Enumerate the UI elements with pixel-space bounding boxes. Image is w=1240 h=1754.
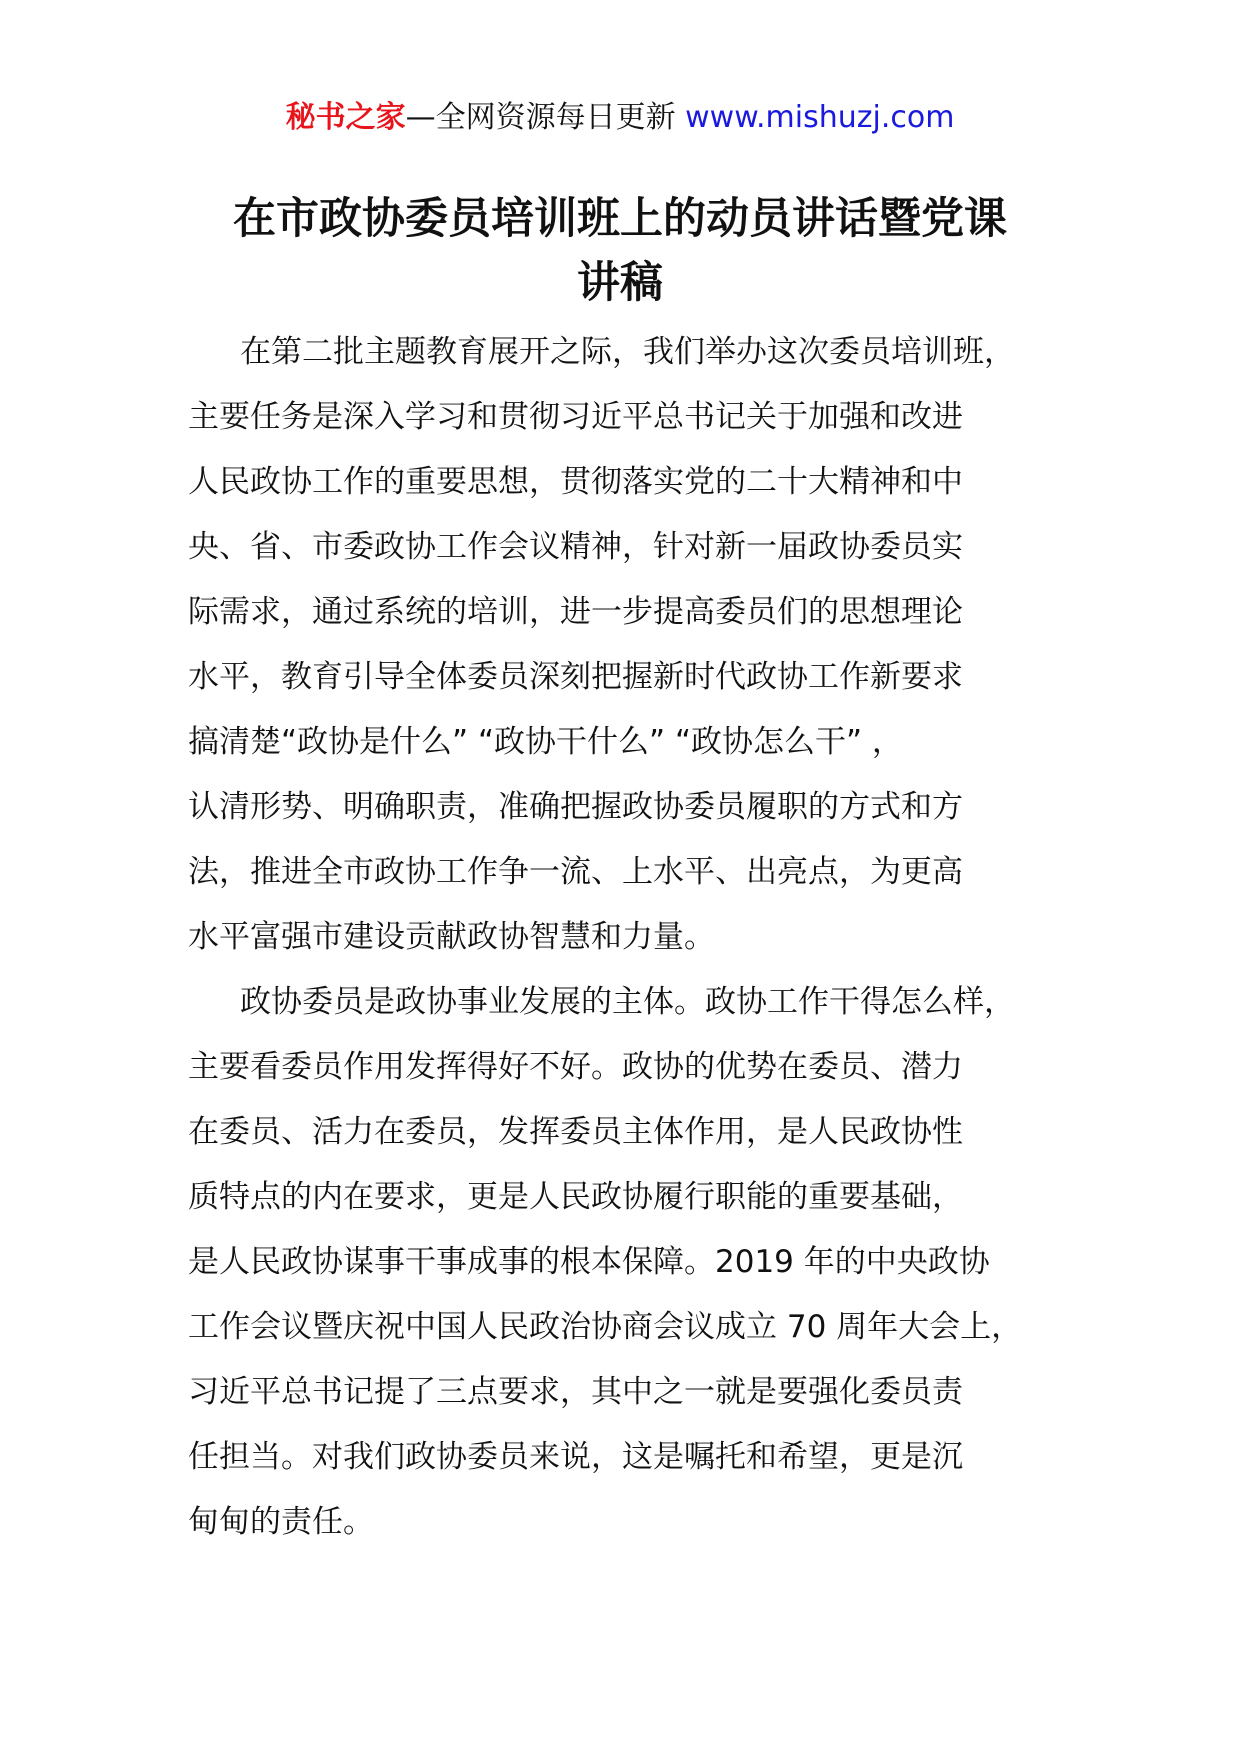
paragraph-line: 任担当。对我们政协委员来说，这是嘱托和希望，更是沉	[188, 1439, 963, 1475]
paragraph-line: 认清形势、明确职责，准确把握政协委员履职的方式和方	[188, 789, 963, 825]
site-header	[0, 98, 1240, 138]
paragraph-line: 搞清楚“政协是什么” “政协干什么” “政协怎么干” ，	[188, 724, 903, 760]
paragraph-line: 央、省、市委政协工作会议精神，针对新一届政协委员实	[188, 529, 963, 565]
document-title	[190, 187, 1050, 315]
title-line: 讲稿	[577, 257, 663, 308]
site-url-link[interactable]: www.mishuzj.com	[685, 100, 955, 135]
paragraph-line: 工作会议暨庆祝中国人民政治协商会议成立 70 周年大会上，	[188, 1309, 1023, 1345]
paragraph-line: 人民政协工作的重要思想，贯彻落实党的二十大精神和中	[188, 464, 963, 500]
title-line: 在市政协委员培训班上的动员讲话暨党课	[233, 193, 1007, 244]
paragraph-line: 在委员、活力在委员，发挥委员主体作用，是人民政协性	[188, 1114, 963, 1150]
brand-name: 秘书之家	[285, 100, 406, 135]
paragraph-line: 甸甸的责任。	[188, 1504, 374, 1540]
paragraph-line: 法，推进全市政协工作争一流、上水平、出亮点，为更高	[188, 854, 963, 890]
paragraph	[188, 320, 1068, 970]
document-body	[188, 320, 1068, 1555]
paragraph-line: 际需求，通过系统的培训，进一步提高委员们的思想理论	[188, 594, 963, 630]
paragraph-line: 主要看委员作用发挥得好不好。政协的优势在委员、潜力	[188, 1049, 963, 1085]
paragraph-line: 政协委员是政协事业发展的主体。政协工作干得怎么样，	[240, 984, 1015, 1020]
paragraph-line: 习近平总书记提了三点要求，其中之一就是要强化委员责	[188, 1374, 963, 1410]
paragraph-line: 水平，教育引导全体委员深刻把握新时代政协工作新要求	[188, 659, 963, 695]
paragraph	[188, 970, 1068, 1555]
paragraph-line: 是人民政协谋事干事成事的根本保障。2019 年的中央政协	[188, 1244, 990, 1280]
paragraph-line: 主要任务是深入学习和贯彻习近平总书记关于加强和改进	[188, 399, 963, 435]
paragraph-line: 在第二批主题教育展开之际，我们举办这次委员培训班，	[240, 334, 1015, 370]
header-tagline: —全网资源每日更新	[405, 100, 686, 135]
paragraph-line: 水平富强市建设贡献政协智慧和力量。	[188, 919, 715, 955]
paragraph-line: 质特点的内在要求，更是人民政协履行职能的重要基础，	[188, 1179, 963, 1215]
